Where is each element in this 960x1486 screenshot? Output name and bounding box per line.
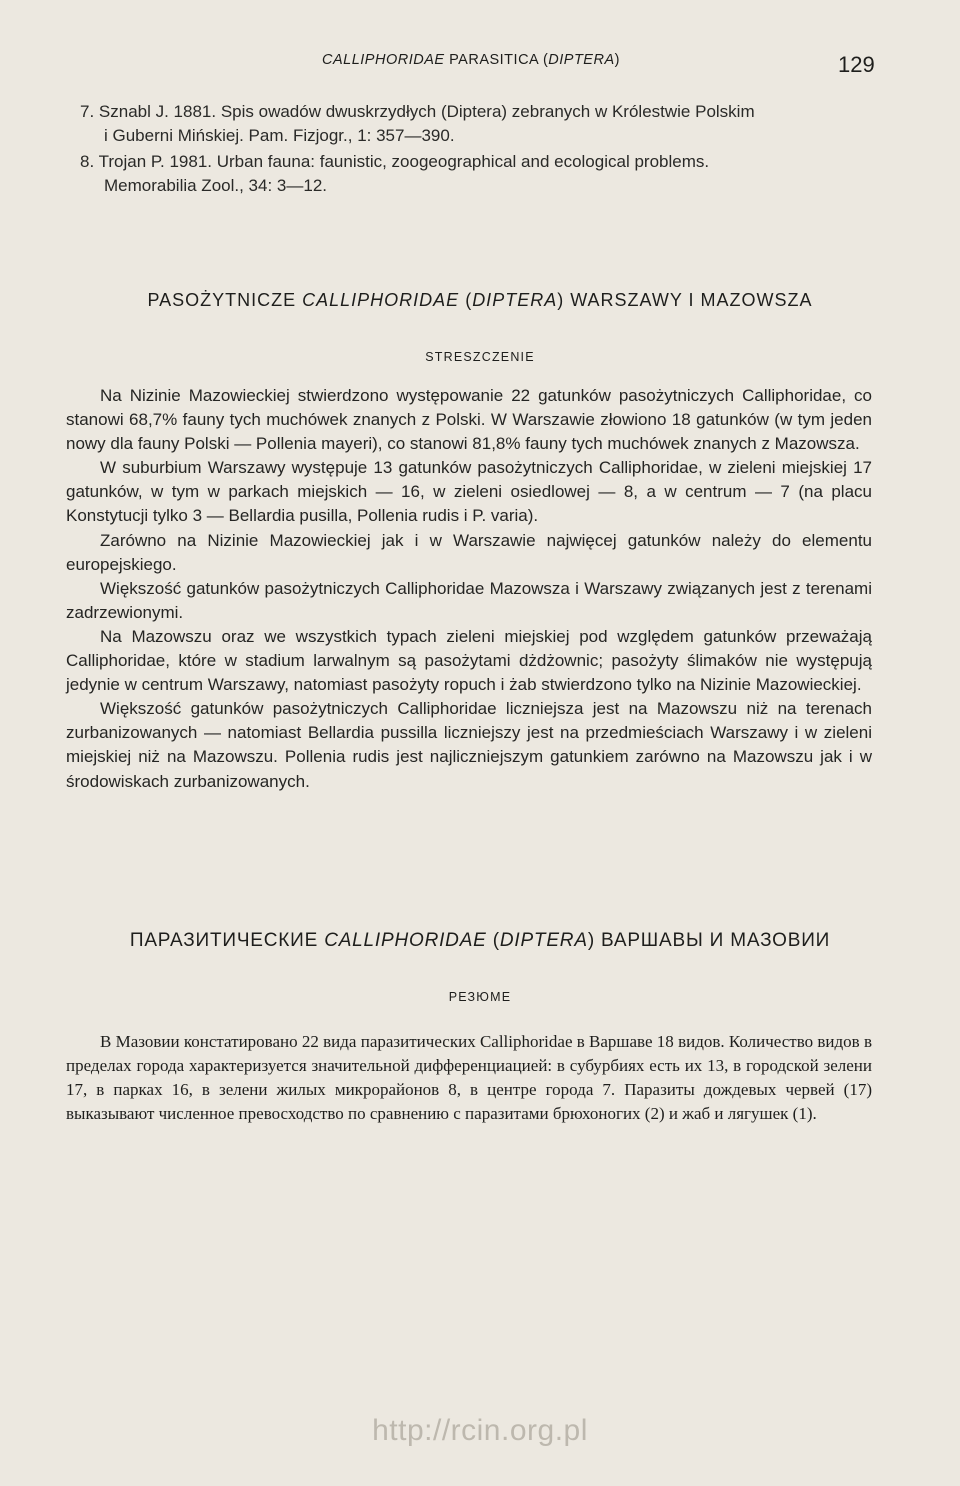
title-order: DIPTERA <box>472 290 558 310</box>
reference-line: 8. Trojan P. 1981. Urban fauna: faunistic, zoogeographical and ecological problems. <box>80 152 710 171</box>
title-text: ПАРАЗИТИЧЕСКИЕ <box>129 930 325 951</box>
reference-8 <box>80 150 880 198</box>
summary-paragraph: В Мазовии констатировано 22 вида паразитических Calliphoridae в Варшаве 18 видов. Количество видов в пределах города характеризуется значительной дифференциацией: в субурбиях есть их 13, в городской зелени 17, в парках 16, в зелени жилых микрорайонов 8, в центре города 7. Паразиты дождевых червей (17) выказывают численное превосходство по сравнению с паразитами брюхоногих (2) и жаб и лягушек (1). <box>66 1032 872 1124</box>
polish-section-title <box>0 290 960 311</box>
abstract-paragraph: Na Nizinie Mazowieckiej stwierdzono występowanie 22 gatunków pasożytniczych Calliphoridae, co stanowi 68,7% fauny tych muchówek znanych z Polski. W Warszawie złowiono 18 gatunków (w tym jeden nowy dla fauny Polski — Pollenia mayeri), co stanowi 81,8% fauny tych muchówek znanych z Mazowsza. <box>66 386 872 454</box>
polish-abstract <box>66 384 872 794</box>
russian-summary <box>66 1030 872 1126</box>
russian-section-subtitle: РЕЗЮМЕ <box>448 990 512 1004</box>
title-text: PASOŻYTNICZE <box>147 290 303 310</box>
polish-section-subtitle: STRESZCZENIE <box>425 350 535 364</box>
title-text: ( <box>459 290 473 310</box>
title-text: ( <box>486 930 500 951</box>
reference-line: Memorabilia Zool., 34: 3—12. <box>104 176 327 195</box>
abstract-paragraph: Większość gatunków pasożytniczych Calliphoridae liczniejsza jest na Mazowszu niż na terenach zurbanizowanych — natomiast Bellardia pussilla liczniejszy jest na przedmieściach Warszawy i w zieleni miejskiej niż na Mazowszu. Pollenia rudis jest najliczniejszym gatunkiem zarówno na Mazowszu jak i w środowiskach zurbanizowanych. <box>66 699 872 791</box>
reference-7 <box>80 100 880 148</box>
watermark-url: http://rcin.org.pl <box>372 1414 588 1447</box>
title-text: ) WARSZAWY I MAZOWSZA <box>557 290 813 310</box>
running-head-family: CALLIPHORIDAE <box>322 52 445 68</box>
running-head-middle: PARASITICA ( <box>444 52 549 68</box>
abstract-paragraph: Na Mazowszu oraz we wszystkich typach zieleni miejskiej pod względem gatunków przeważają Calliphoridae, które w stadium larwalnym są pasożytami dżdżownic; pasożyty ślimaków nie występują jedynie w centrum Warszawy, natomiast pasożyty ropuch i żab stwierdzono tylko na Nizinie Mazowieckiej. <box>66 626 872 695</box>
title-text: ) ВАРШАВЫ И МАЗОВИИ <box>587 930 831 951</box>
reference-line: 7. Sznabl J. 1881. Spis owadów dwuskrzydłych (Diptera) zebranych w Królestwie Polskim <box>80 102 755 121</box>
reference-line: i Guberni Mińskiej. Pam. Fizjogr., 1: 357—390. <box>104 126 455 145</box>
title-family: CALLIPHORIDAE <box>324 930 487 951</box>
running-head-close: ) <box>614 52 620 68</box>
abstract-paragraph: Zarówno na Nizinie Mazowieckiej jak i w Warszawie najwięcej gatunków należy do elementu europejskiego. <box>66 530 872 574</box>
title-order: DIPTERA <box>499 930 588 951</box>
running-head-order: DIPTERA <box>548 52 615 68</box>
title-family: CALLIPHORIDAE <box>302 290 460 310</box>
running-head <box>322 52 620 68</box>
page-number: 129 <box>838 52 875 77</box>
abstract-paragraph: W suburbium Warszawy występuje 13 gatunków pasożytniczych Calliphoridae, w zieleni miejskiej 17 gatunków, w tym w parkach miejskich — 16, w zieleni osiedlowej — 8, a w centrum — 7 (na placu Konstytucji tylko 3 — Bellardia pusilla, Pollenia rudis i P. varia). <box>66 458 872 526</box>
abstract-paragraph: Większość gatunków pasożytniczych Calliphoridae Mazowsza i Warszawy związanych jest z terenami zadrzewionymi. <box>66 578 872 622</box>
russian-section-title <box>0 930 960 952</box>
